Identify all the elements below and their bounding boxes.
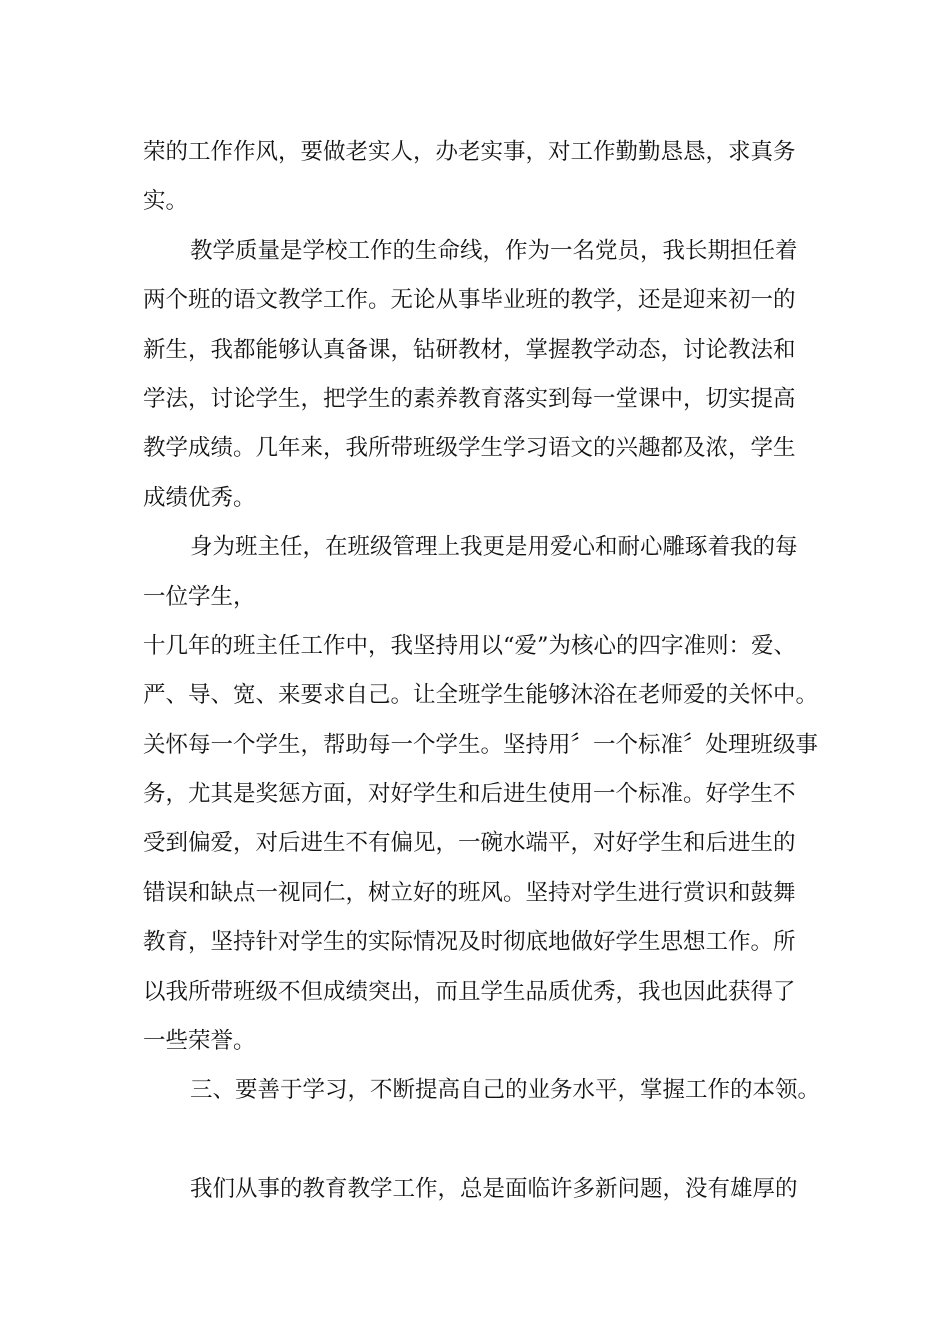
- text-line-9: 身为班主任，在班级管理上我更是用爱心和耐心雕琢着我的每: [190, 534, 798, 561]
- text-line-6: 学法，讨论学生，把学生的素养教育落实到每一堂课中，切实提高: [143, 385, 796, 412]
- text-line-5: 新生，我都能够认真备课，钻研教材，掌握教学动态，讨论教法和: [143, 336, 796, 363]
- text-line-2: 实。: [143, 188, 189, 215]
- section-heading: 三、要善于学习，不断提高自己的业务水平，掌握工作的本领。: [190, 1077, 821, 1104]
- text-line-4: 两个班的语文教学工作。无论从事毕业班的教学，还是迎来初一的: [143, 287, 796, 314]
- text-line-18: 以我所带班级不但成绩突出，而且学生品质优秀，我也因此获得了: [143, 978, 796, 1005]
- text-line-12: 严、导、宽、来要求自己。让全班学生能够沐浴在老师爱的关怀中。: [143, 682, 819, 709]
- paragraph-gap: [143, 1116, 823, 1165]
- text-line-1: 荣的工作作风，要做老实人，办老实事，对工作勤勤恳恳，求真务: [143, 139, 796, 165]
- text-line-11: 十几年的班主任工作中，我坚持用以“爱”为核心的四字准则：爱、: [143, 632, 797, 659]
- text-line-8: 成绩优秀。: [143, 484, 256, 511]
- text-line-19: 一些荣誉。: [143, 1028, 256, 1055]
- text-line-13: 关怀每一个学生，帮助每一个学生。坚持用〞一个标准〞处理班级事: [143, 731, 819, 758]
- document-body: [143, 128, 823, 1215]
- text-line-16: 错误和缺点一视同仁，树立好的班风。坚持对学生进行赏识和鼓舞: [143, 879, 796, 906]
- text-line-14: 务，尤其是奖惩方面，对好学生和后进生使用一个标准。好学生不: [143, 781, 796, 808]
- text-line-10: 一位学生，: [143, 583, 256, 610]
- text-line-15: 受到偏爱，对后进生不有偏见，一碗水端平，对好学生和后进生的: [143, 830, 796, 857]
- text-line-17: 教育，坚持针对学生的实际情况及时彻底地做好学生思想工作。所: [143, 929, 796, 956]
- text-line-3: 教学质量是学校工作的生命线，作为一名党员，我长期担任着: [190, 237, 798, 264]
- text-line-21: 我们从事的教育教学工作，总是面临许多新问题，没有雄厚的: [190, 1176, 798, 1203]
- text-line-7: 教学成绩。几年来，我所带班级学生学习语文的兴趣都及浓，学生: [143, 435, 796, 462]
